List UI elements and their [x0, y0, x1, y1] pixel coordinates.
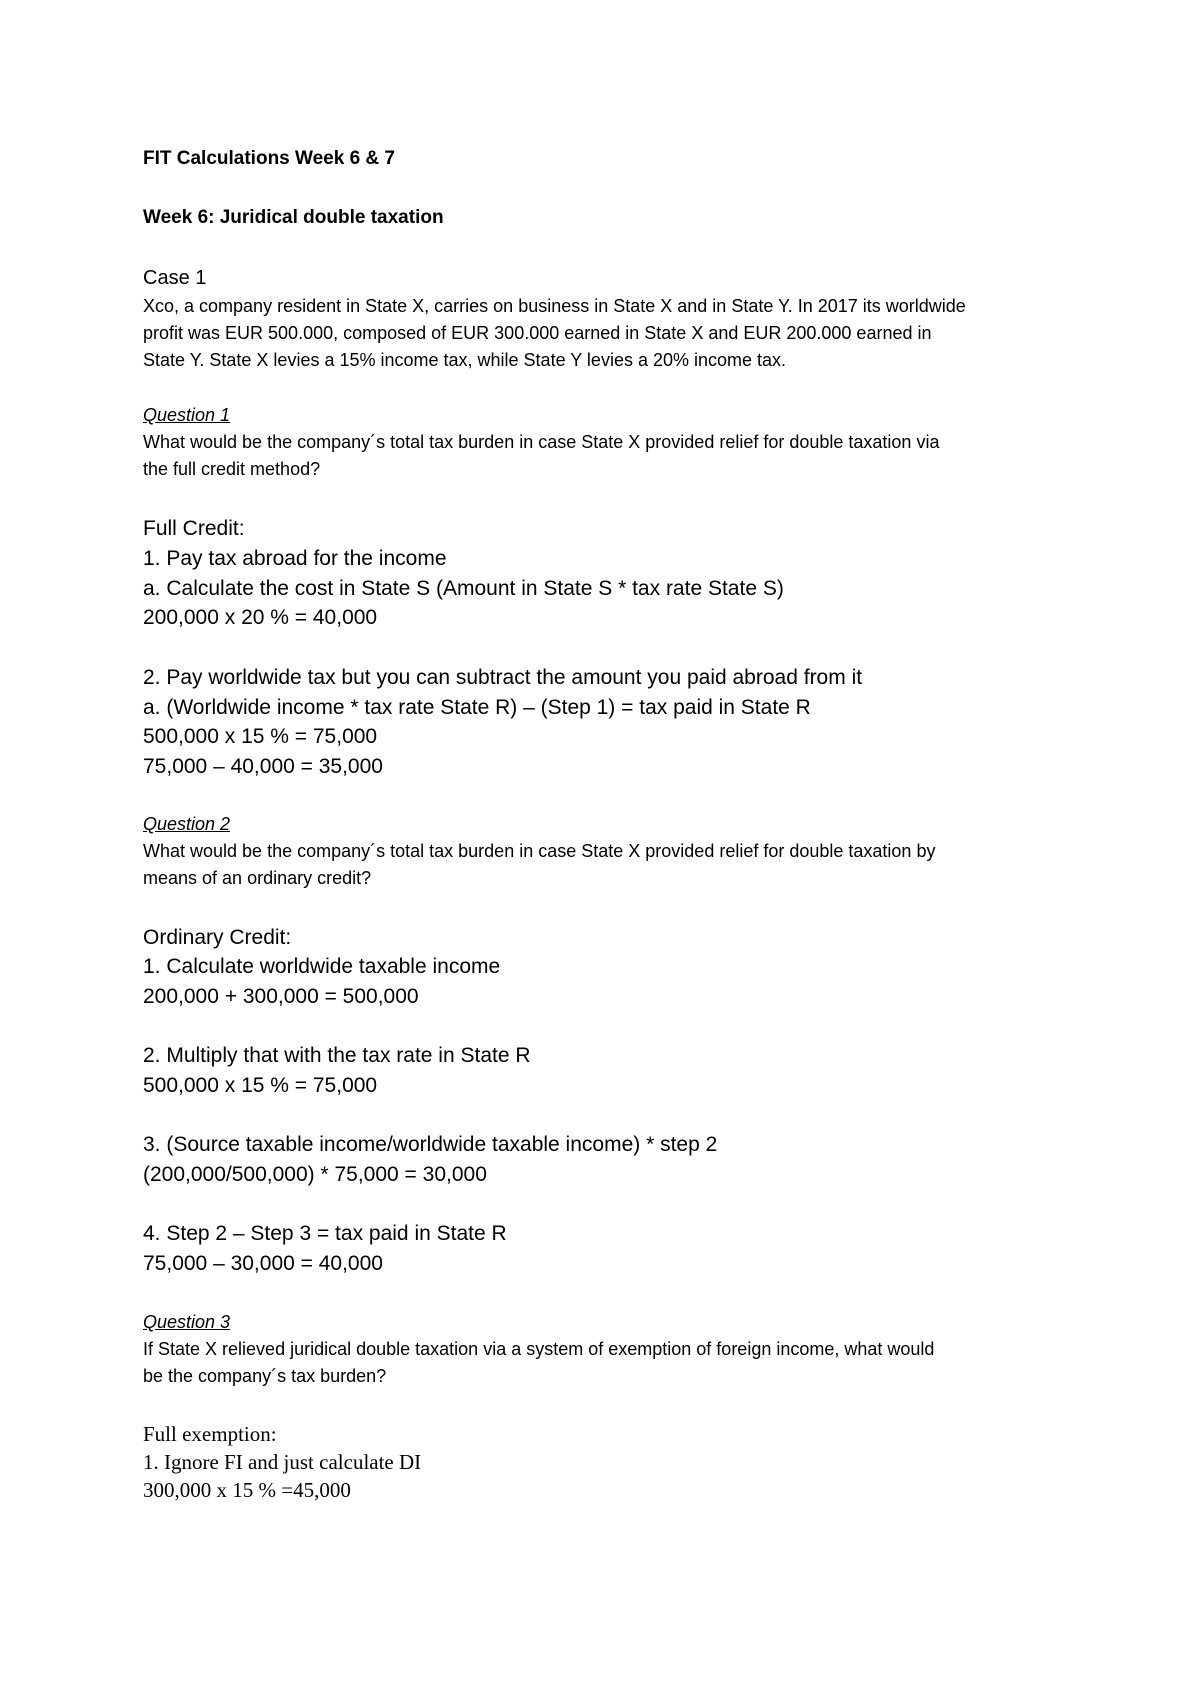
ordinary-credit-line: 500,000 x 15 % = 75,000 — [143, 1074, 378, 1097]
question-2-label: Question 2 — [143, 814, 231, 834]
question-3-text: be the company´s tax burden? — [143, 1366, 387, 1386]
full-credit-line: 200,000 x 20 % = 40,000 — [143, 606, 378, 629]
question-1-text: the full credit method? — [143, 459, 321, 479]
ordinary-credit-line: 4. Step 2 – Step 3 = tax paid in State R — [143, 1222, 507, 1245]
ordinary-credit-line: 3. (Source taxable income/worldwide taxable income) * step 2 — [143, 1133, 718, 1156]
full-credit-line: a. Calculate the cost in State S (Amount in State S * tax rate State S) — [143, 577, 784, 600]
ordinary-credit-heading: Ordinary Credit: — [143, 926, 292, 949]
week-heading: Week 6: Juridical double taxation — [143, 207, 444, 228]
case-heading: Case 1 — [143, 267, 207, 289]
full-credit-line: 75,000 – 40,000 = 35,000 — [143, 755, 383, 778]
case-text-line: Xco, a company resident in State X, carries on business in State X and in State Y. In 2017 its worldwide — [143, 296, 966, 316]
case-text-line: profit was EUR 500.000, composed of EUR 300.000 earned in State X and EUR 200.000 earned in — [143, 323, 932, 343]
case-text-line: State Y. State X levies a 15% income tax, while State Y levies a 20% income tax. — [143, 350, 787, 370]
ordinary-credit-line: 75,000 – 30,000 = 40,000 — [143, 1252, 383, 1275]
question-3-label: Question 3 — [143, 1312, 231, 1332]
full-credit-heading: Full Credit: — [143, 517, 245, 540]
ordinary-credit-line: 1. Calculate worldwide taxable income — [143, 955, 501, 978]
full-credit-line: 1. Pay tax abroad for the income — [143, 547, 447, 570]
full-credit-line: a. (Worldwide income * tax rate State R) – (Step 1) = tax paid in State R — [143, 696, 811, 719]
full-exemption-line: 300,000 x 15 % =45,000 — [143, 1478, 351, 1502]
question-3-text: If State X relieved juridical double taxation via a system of exemption of foreign income, what would — [143, 1339, 935, 1359]
full-credit-line: 2. Pay worldwide tax but you can subtract the amount you paid abroad from it — [143, 666, 863, 689]
ordinary-credit-line: 200,000 + 300,000 = 500,000 — [143, 985, 419, 1008]
full-exemption-line: 1. Ignore FI and just calculate DI — [143, 1450, 422, 1474]
full-exemption-heading: Full exemption: — [143, 1422, 277, 1446]
full-credit-line: 500,000 x 15 % = 75,000 — [143, 725, 378, 748]
document-title: FIT Calculations Week 6 & 7 — [143, 148, 396, 169]
question-2-text: means of an ordinary credit? — [143, 868, 372, 888]
ordinary-credit-line: 2. Multiply that with the tax rate in State R — [143, 1044, 531, 1067]
question-1-label: Question 1 — [143, 405, 231, 425]
ordinary-credit-line: (200,000/500,000) * 75,000 = 30,000 — [143, 1163, 487, 1186]
question-1-text: What would be the company´s total tax burden in case State X provided relief for double taxation via — [143, 432, 940, 452]
question-2-text: What would be the company´s total tax burden in case State X provided relief for double taxation by — [143, 841, 936, 861]
